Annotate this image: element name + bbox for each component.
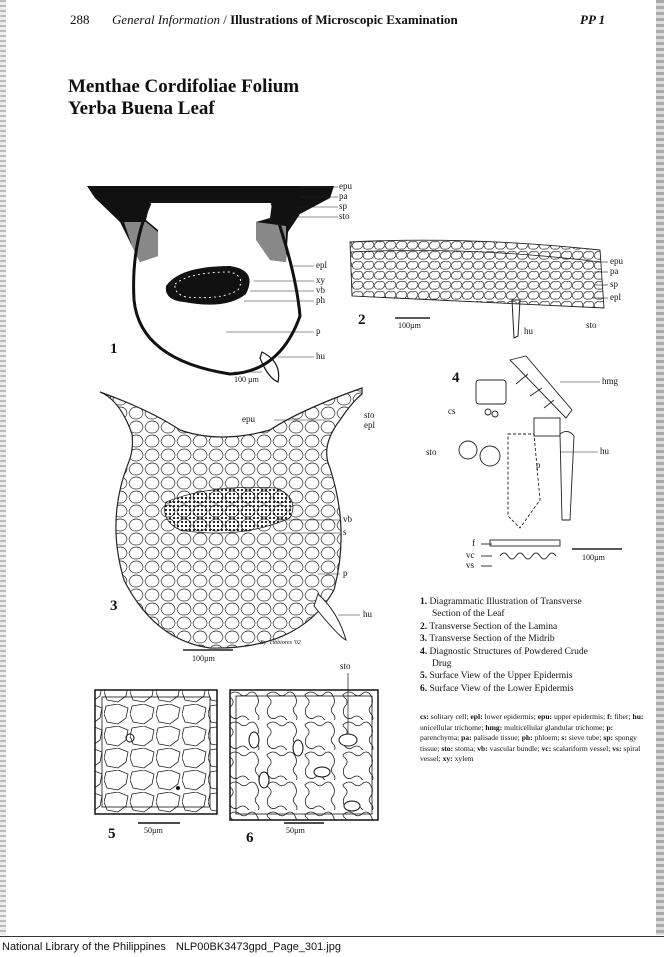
footer — [2, 941, 341, 953]
fig1-label-vb: vb — [316, 285, 325, 295]
abbreviation-legend: cs: solitary cell; epl: lower epidermis; epu: upper epidermis; f: fiber; hu: unicellular trichome; hmg: multicellular glandular trichome; p: parenchyma; pa: palisade tissue; ph: phloem; s: sieve tube; sp: spongy tissue; sto: stoma; vb: vascular bundle; vc: scalariform vessel; vs: spiral vessel; xy: xylem — [420, 712, 644, 763]
caption-3: 3. Transverse Section of the Midrib — [420, 634, 555, 645]
fig2-number: 2 — [358, 312, 366, 328]
fig4-label-vs: vs — [466, 560, 475, 570]
fig5-scale: 50µm — [144, 826, 163, 835]
header-code: PP 1 — [580, 12, 606, 27]
fig4-label-f: f — [472, 538, 475, 548]
fig6-scale: 50µm — [286, 826, 305, 835]
fig4-label-sto: sto — [426, 447, 437, 457]
fig6-label-sto: sto — [340, 661, 351, 671]
fig2-label-epu: epu — [610, 256, 623, 266]
fig4-label-cs: cs — [448, 406, 456, 416]
header-section: General Information — [112, 12, 220, 27]
caption-2: 2. Transverse Section of the Lamina — [420, 621, 558, 632]
fig4-label-p: p — [536, 460, 541, 470]
header-chapter: Illustrations of Microscopic Examination — [230, 12, 458, 27]
fig4-number: 4 — [452, 370, 460, 386]
fig2-label-sp: sp — [610, 279, 619, 289]
figure-5-upper-epidermis — [95, 690, 217, 823]
fig3-label-vb: vb — [343, 514, 352, 524]
fig4-scale: 100µm — [582, 553, 605, 562]
footer-rule — [0, 936, 664, 937]
fig5-number: 5 — [108, 826, 116, 842]
caption-5: 5. Surface View of the Upper Epidermis — [420, 671, 573, 682]
fig3-label-p: p — [343, 568, 348, 578]
fig1-label-sto: sto — [339, 211, 350, 221]
fig3-label-sto: sto — [364, 410, 375, 420]
fig3-label-hu: hu — [363, 609, 372, 619]
figure-1-diagram — [87, 186, 338, 382]
figure-2-lamina-section — [350, 240, 608, 338]
fig1-label-pa: pa — [339, 191, 348, 201]
figure-6-lower-epidermis — [230, 673, 378, 823]
footer-library: National Library of the Philippines — [2, 941, 166, 953]
fig1-label-epu: epu — [339, 181, 352, 191]
fig1-number: 1 — [110, 341, 118, 357]
fig1-label-xy: xy — [316, 275, 325, 285]
fig4-label-hu: hu — [600, 446, 609, 456]
header-separator: / — [219, 12, 231, 27]
caption-4: 4. Diagnostic Structures of Powdered Crude Drug — [420, 646, 588, 670]
fig3-label-epl: epl — [364, 420, 375, 430]
fig3-number: 3 — [110, 598, 118, 614]
fig2-label-pa: pa — [610, 266, 619, 276]
fig1-scale: 100 µm — [234, 375, 259, 384]
fig1-label-hu: hu — [316, 351, 325, 361]
fig1-label-p: p — [316, 326, 321, 336]
title-latin: Menthae Cordifoliae Folium — [68, 76, 300, 97]
fig1-label-epl: epl — [316, 260, 327, 270]
fig2-label-hu: hu — [524, 326, 533, 336]
page-number: 288 — [70, 12, 90, 27]
fig1-label-ph: ph — [316, 295, 325, 305]
fig2-label-sto: sto — [586, 320, 597, 330]
fig1-label-sp: sp — [339, 201, 348, 211]
fig3-label-s: s — [343, 527, 347, 537]
title-common: Yerba Buena Leaf — [68, 98, 215, 119]
caption-1: 1. Diagrammatic Illustration of Transverse Section of the Leaf — [420, 597, 582, 620]
footer-filename: NLP00BK3473gpd_Page_301.jpg — [175, 941, 342, 953]
fig2-label-epl: epl — [610, 292, 621, 302]
caption-6: 6. Surface View of the Lower Epidermis — [420, 683, 574, 694]
fig3-scale: 100µm — [192, 654, 215, 663]
fig4-label-hmg: hmg — [602, 376, 619, 386]
fig6-number: 6 — [246, 830, 254, 846]
figure-3-midrib-section — [100, 388, 362, 650]
fig3-signature: By: cibbiores '02 — [260, 640, 301, 646]
fig2-scale: 100µm — [398, 321, 421, 330]
fig3-label-epu: epu — [242, 414, 255, 424]
fig4-label-vc: vc — [466, 550, 475, 560]
figure-captions — [420, 596, 650, 695]
